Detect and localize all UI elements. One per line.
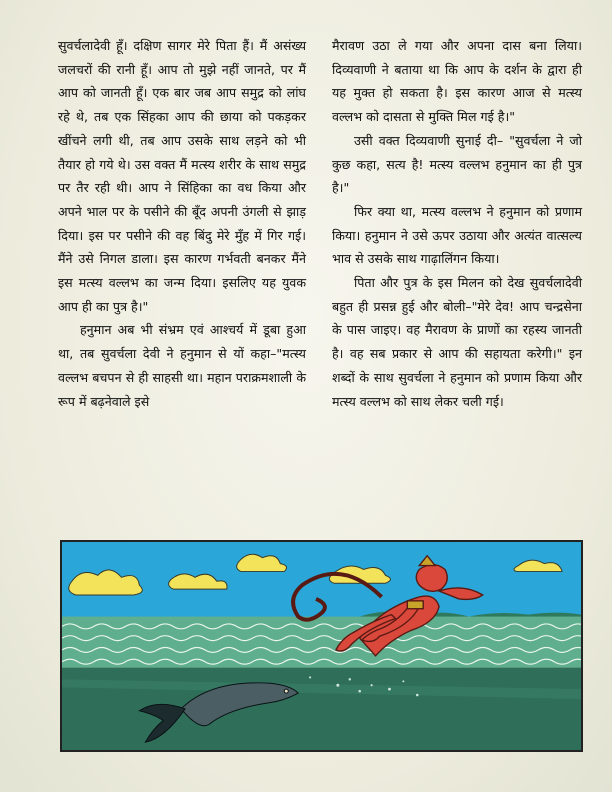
paragraph: मैरावण उठा ले गया और अपना दास बना लिया। दिव्यवाणी ने बताया था कि आप के दर्शन के द्वारा ही यह मुक्त हो सकता है। इस कारण आज से मत्स्य वल्लभ को दासता से मुक्ति मिल गई है।" (332, 38, 582, 125)
illustration-scene (62, 542, 581, 750)
paragraph: उसी वक्त दिव्यवाणी सुनाई दी– "सुवर्चला ने जो कुछ कहा, सत्य है! मत्स्य वल्लभ हनुमान का ही पुत्र है।" (332, 132, 582, 196)
paragraph: हनुमान अब भी संभ्रम एवं आश्चर्य में डूबा हुआ था, तब सुवर्चला देवी ने हनुमान से यों कहा–"मत्स्य वल्लभ बचपन से ही साहसी था। महान पराक्रमशाली के रूप में बढ़नेवाले इसे (58, 322, 306, 409)
deep-sea (62, 668, 581, 750)
comic-illustration (60, 540, 583, 752)
paragraph: सुवर्चलादेवी हूँ। दक्षिण सागर मेरे पिता हैं। मैं असंख्य जलचरों की रानी हूँ। आप तो मुझे नहीं जानते, पर मैं आप को जानती हूँ। एक बार जब आप समुद्र को लांघ रहे थे, तब एक सिंहका आप की छाया को पकड़कर खींचने लगी थी, तब आप उसके साथ लड़ने को भी तैयार हो गये थे। उस वक्त मैं मत्स्य शरीर के साथ समुद्र पर तैर रही थी। आप ने सिंहिका का वध किया और अपने भाल पर के पसीने की बूँद अपनी उंगली से झाड़ दिया। इस पर पसीने की वह बिंदु मेरे मुँह में गिर गई। मैंने उसे निगल डाला। इस कारण गर्भवती बनकर मैंने इस मत्स्य वल्लभ का जन्म दिया। इसलिए यह युवक आप ही का पुत्र है।" (58, 38, 306, 314)
right-text-column (332, 34, 582, 413)
paragraph: पिता और पुत्र के इस मिलन को देख सुवर्चलादेवी बहुत ही प्रसन्न हुई और बोली–"मेरे देव! आप चन्द्रसेना के पास जाइए। वह मैरावण के प्राणों का रहस्य जानती है। वह सब प्रकार से आप की सहायता करेगी।" इन शब्दों के साथ सुवर्चला ने हनुमान को प्रणाम किया और मत्स्य वल्लभ को साथ लेकर चली गई। (332, 275, 582, 409)
left-text-column (58, 34, 306, 413)
paragraph: फिर क्या था, मत्स्य वल्लभ ने हनुमान को प्रणाम किया। हनुमान ने उसे ऊपर उठाया और अत्यंत वात्सल्य भाव से उसके साथ गाढ़ालिंगन किया। (332, 203, 582, 267)
sky (62, 542, 581, 620)
